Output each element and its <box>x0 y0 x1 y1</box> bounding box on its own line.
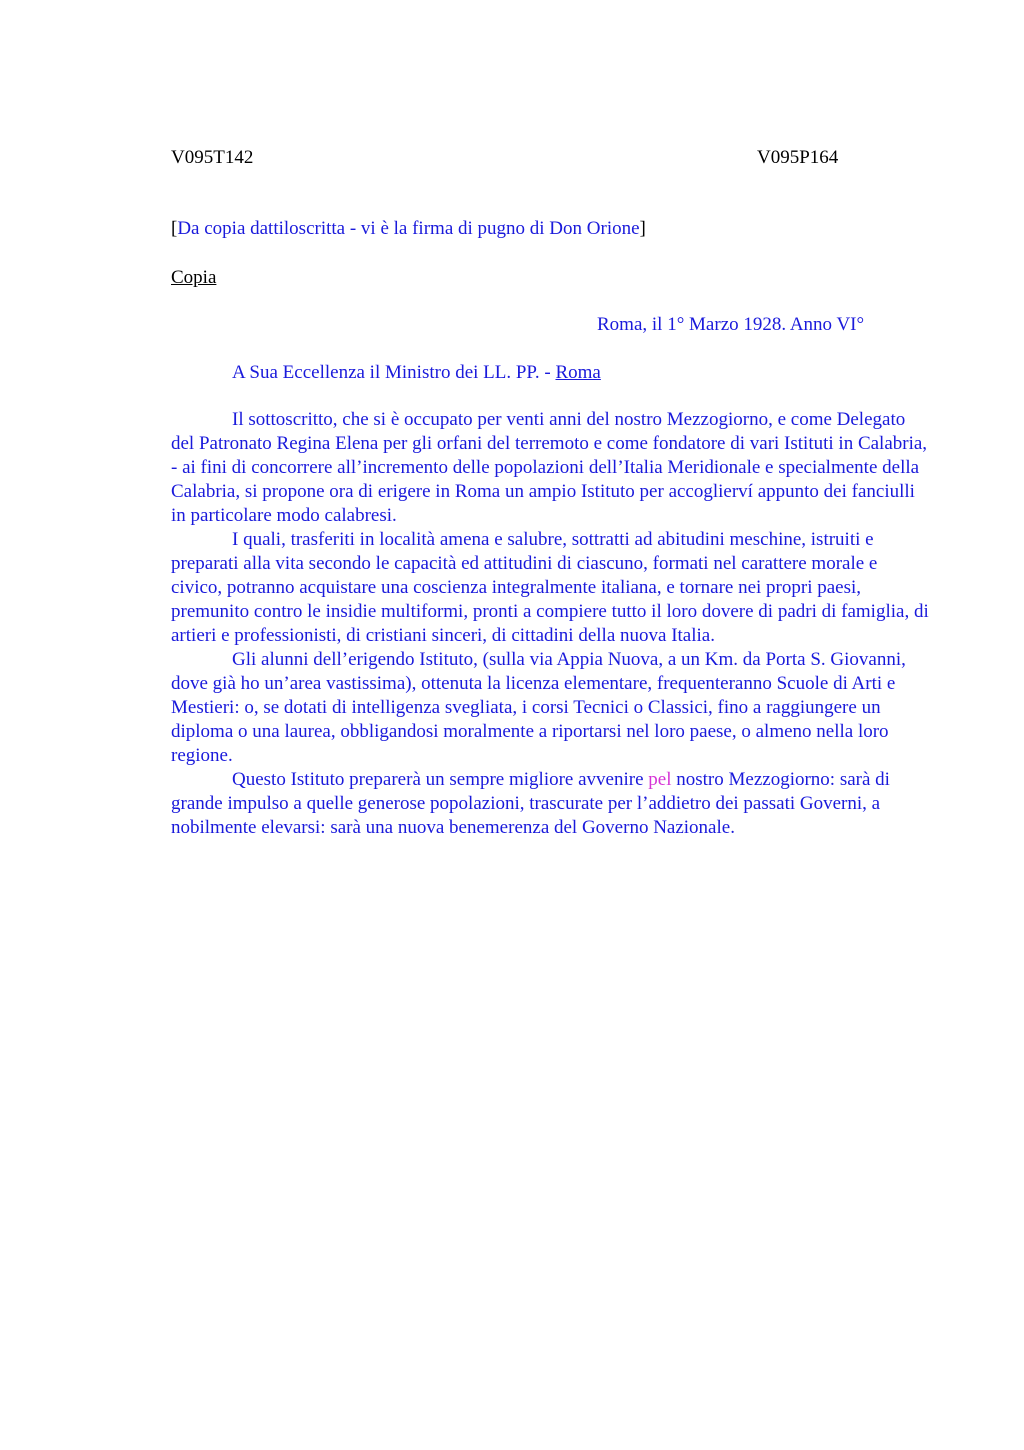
paragraph-4-end: nostro Mezzogiorno: sarà di grande impulso a quelle generose popolazioni, trascurate per l’addietro dei passati Governi, a nobilmente elevarsi: sarà una nuova benemerenza del Governo Nazionale. <box>171 769 890 838</box>
letter-body <box>171 408 931 840</box>
paragraph-3: Gli alunni dell’erigendo Istituto, (sulla via Appia Nuova, a un Km. da Porta S. Giovanni, dove già ho un’area vastissima), ottenuta la licenza elementare, frequenteranno Scuole di Arti e Mestieri: o, se dotati di intelligenza svegliata, i corsi Tecnici o Classici, fino a raggiungere un diploma o una laurea, obbligandosi moralmente a riportarsi nel loro paese, o almeno nella loro regione. <box>171 649 906 766</box>
paragraph-1: Il sottoscritto, che si è occupato per venti anni del nostro Mezzogiorno, e come Delegato del Patronato Regina Elena per gli orfani del terremoto e come fondatore di vari Istituti in Calabria, - ai fini di concorrere all’incremento delle popolazioni dell’Italia Meridionale e specialmente della Calabria, si propone ora di erigere in Roma un ampio Istituto per accoglierví appunto dei fanciulli in particolare modo calabresi. <box>171 409 928 526</box>
paragraph-4-start: Questo Istituto preparerà un sempre migliore avvenire <box>232 769 649 790</box>
date-line: Roma, il 1° Marzo 1928. Anno VI° <box>597 314 865 335</box>
reference-code-right: V095P164 <box>757 147 839 168</box>
paragraph-2: I quali, trasferiti in località amena e salubre, sottratti ad abitudini meschine, istruiti e preparati alla vita secondo le capacità ed attitudini di ciascuno, formati nel carattere morale e civico, potranno acquistare una coscienza integralmente italiana, e tornare nei propri paesi, premunito contro le insidie multiformi, pronti a compiere tutto il loro dovere di padri di famiglia, di artieri e professionisti, di cristiani sinceri, di cittadini della nuova Italia. <box>171 529 929 646</box>
source-note <box>171 217 646 241</box>
note-close-bracket: ] <box>639 218 646 239</box>
addressee-city: Roma <box>555 362 601 383</box>
reference-code-left: V095T142 <box>171 147 254 168</box>
paragraph-4 <box>171 768 931 840</box>
addressee-text: A Sua Eccellenza il Ministro dei LL. PP. - <box>232 362 556 383</box>
addressee-line <box>232 361 601 385</box>
highlighted-word: pel <box>648 769 672 790</box>
copia-label: Copia <box>171 267 217 288</box>
note-open-bracket: [ <box>171 218 178 239</box>
note-text: Da copia dattiloscritta - vi è la firma di pugno di Don Orione <box>177 218 640 239</box>
